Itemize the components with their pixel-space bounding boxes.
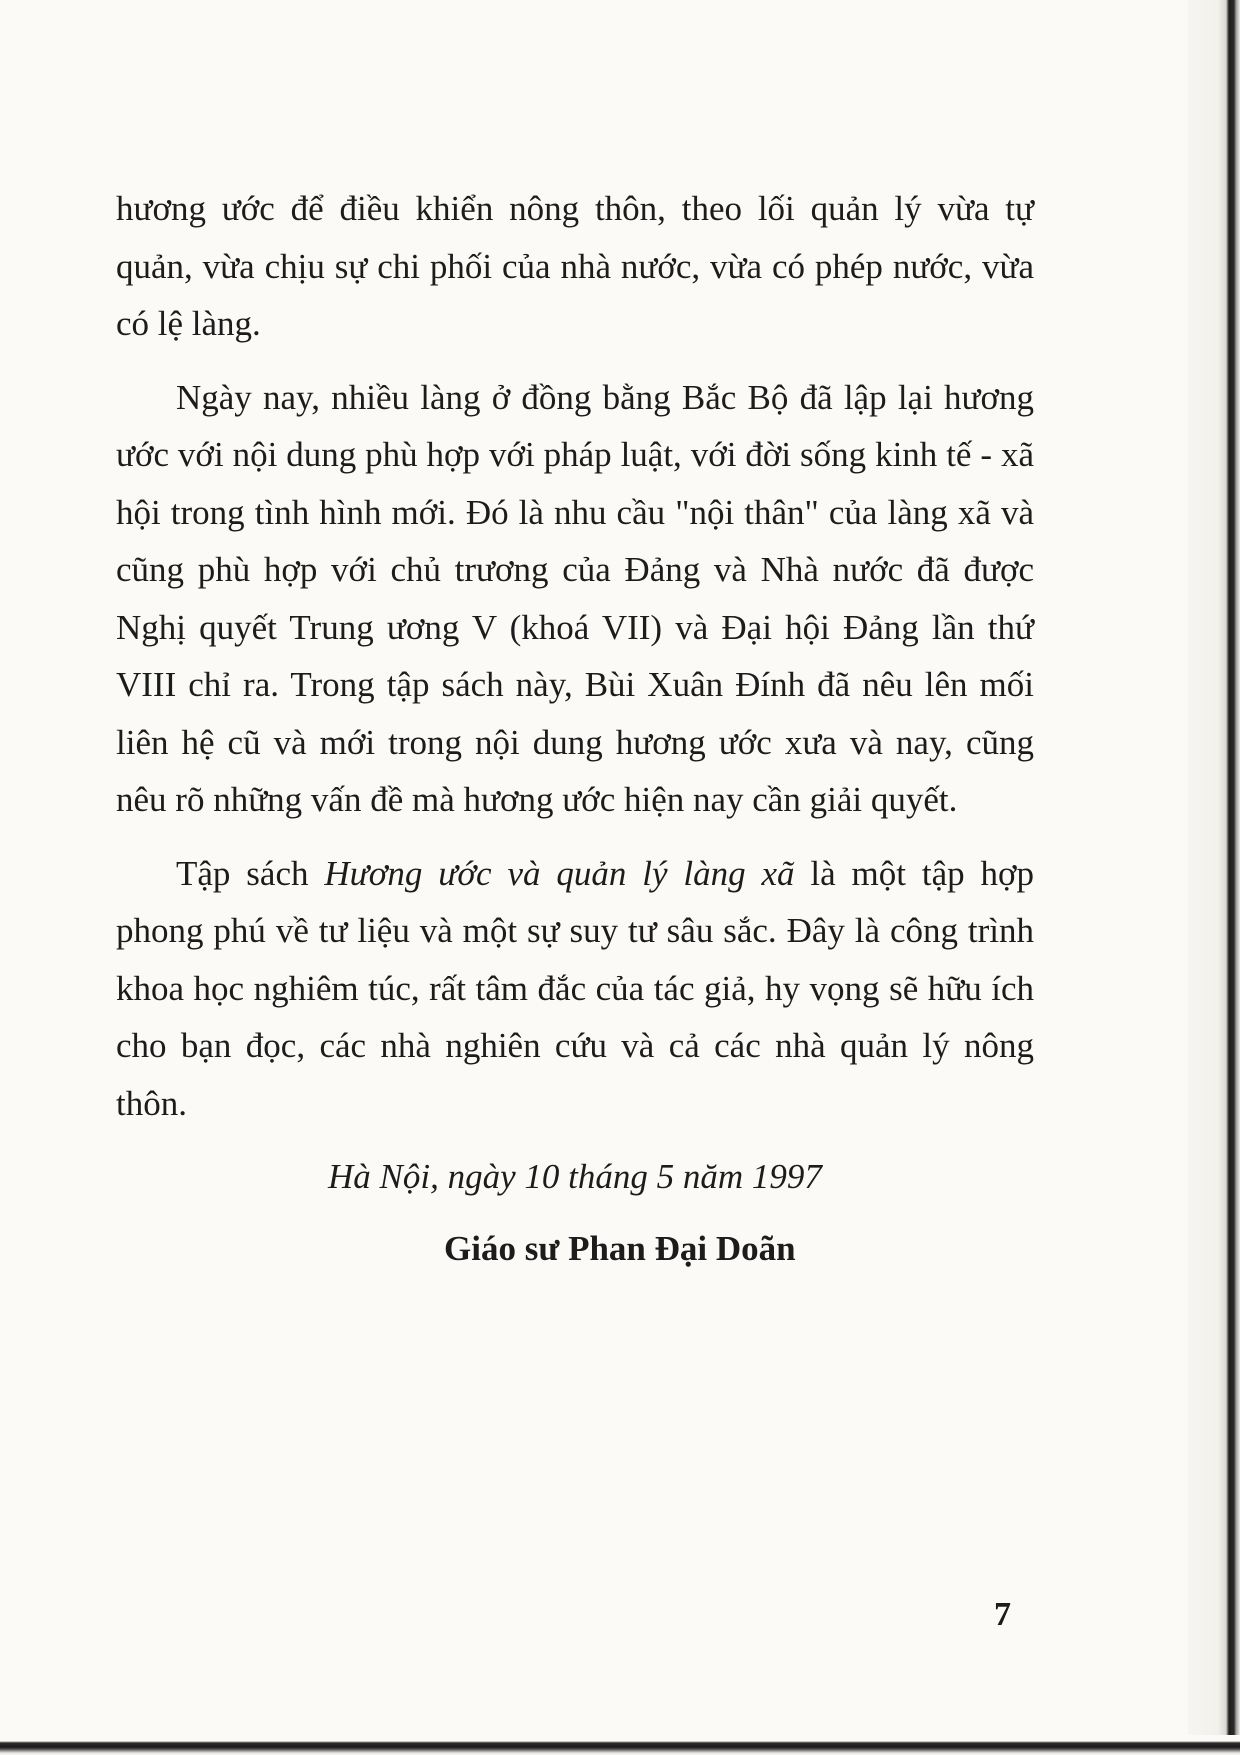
body-text xyxy=(116,180,1034,1278)
paragraph-3-rest: là một tập hợp phong phú về tư liệu và một sự suy tư sâu sắc. Đây là công trình khoa học nghiêm túc, rất tâm đắc của tác giả, hy vọng sẽ hữu ích cho bạn đọc, các nhà nghiên cứu và cả các nhà quản lý nông thôn. xyxy=(116,853,1034,1123)
book-title: Hương ước và quản lý làng xã xyxy=(324,853,795,893)
page-number: 7 xyxy=(994,1596,1011,1633)
author-name: Giáo sư Phan Đại Doãn xyxy=(444,1229,796,1268)
page-edge-shadow xyxy=(1188,0,1240,1755)
signature-block xyxy=(116,1148,1034,1278)
place-date: Hà Nội, ngày 10 tháng 5 năm 1997 xyxy=(328,1157,822,1196)
paragraph-3-lead: Tập sách xyxy=(176,853,325,893)
page-bottom-shadow xyxy=(0,1735,1240,1755)
paragraph-1: hương ước để điều khiển nông thôn, theo lối quản lý vừa tự quản, vừa chịu sự chi phối của nhà nước, vừa có phép nước, vừa có lệ làng. xyxy=(116,189,1034,343)
paragraph-3 xyxy=(116,845,1034,1133)
paragraph-2: Ngày nay, nhiều làng ở đồng bằng Bắc Bộ đã lập lại hương ước với nội dung phù hợp với pháp luật, với đời sống kinh tế - xã hội trong tình hình mới. Đó là nhu cầu "nội thân" của làng xã và cũng phù hợp với chủ trương của Đảng và Nhà nước đã được Nghị quyết Trung ương V (khoá VII) và Đại hội Đảng lần thứ VIII chỉ ra. Trong tập sách này, Bùi Xuân Đính đã nêu lên mối liên hệ cũ và mới trong nội dung hương ước xưa và nay, cũng nêu rõ những vấn đề mà hương ước hiện nay cần giải quyết. xyxy=(116,377,1034,819)
